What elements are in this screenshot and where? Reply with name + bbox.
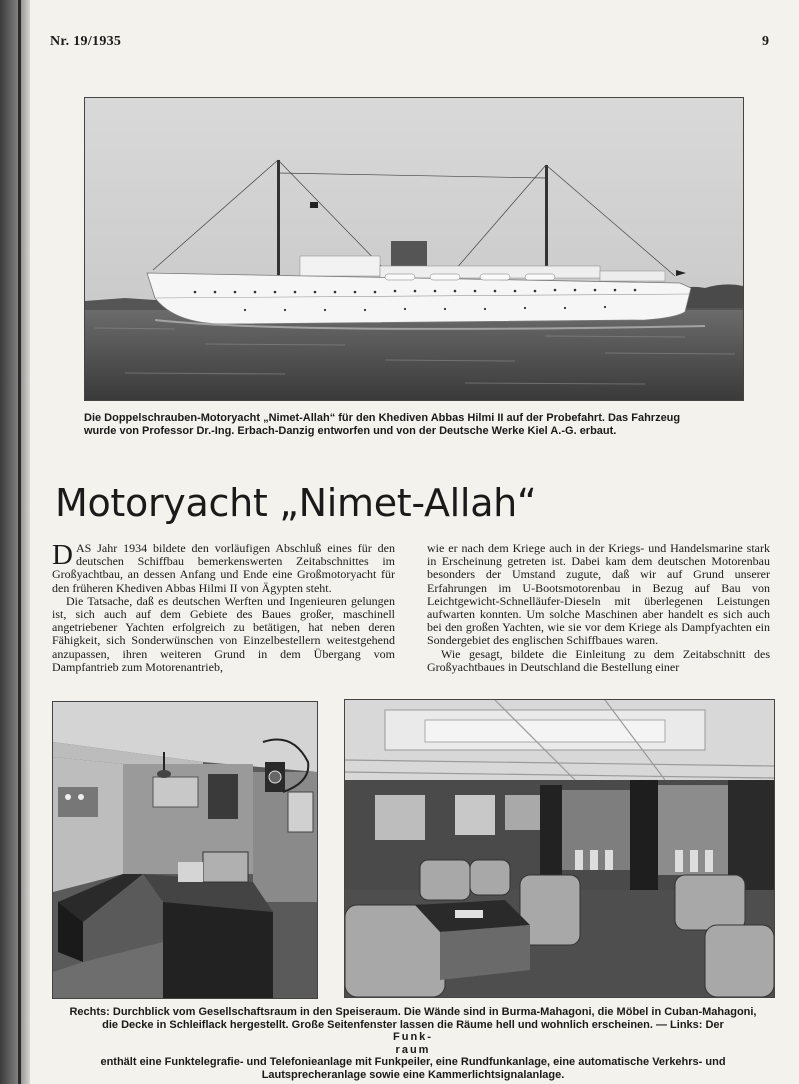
- caption-line: Die Doppelschrauben-Motoryacht „Nimet-Allah“ für den Khediven Abbas Hilmi II auf der Probefahrt. Das Fahrzeug: [84, 412, 681, 424]
- paragraph: Die Tatsache, daß es deutschen Werften und Ingenieuren gelungen ist, sich auch auf dem Gebiete des Baues großer, maschinell angetriebener Yachten erfolgreich zu betätigen, hat neben deren Fähigkeit, sich Sonderwünschen von Einzelbestellern weitestgehend anzupassen, ihren weiteren Grund in dem Übergang vom Dampfantrieb zum Motorenantrieb,: [52, 593, 395, 674]
- article-title: Motoryacht „Nimet-Allah“: [55, 481, 537, 525]
- caption-line: wurde von Professor Dr.-Ing. Erbach-Danzig entworfen und von der Deutsche Werke Kiel A.-G. erbaut.: [84, 425, 617, 437]
- paragraph-text: AS Jahr 1934 bildete den vorläufigen Abschluß eines für den deutschen Schiffbau bemerkenswerten Zeitabschnittes im Großyachtbau, an dessen Anfang und Ende eine Großmotoryacht für den früheren Khediven Abbas Hilmi II von Ägypten steht.: [52, 541, 395, 595]
- caption-line: Rechts: Durchblick vom Gesellschaftsraum in den Speiseraum. Die Wände sind in Burma-Mahagoni, die Möbel in Cuban-Mahagoni,: [69, 1006, 757, 1018]
- yacht-photo-caption: [84, 412, 744, 438]
- radio-room-photo: [52, 701, 318, 999]
- caption-spaced-text: Funk-: [393, 1031, 433, 1043]
- issue-number: Nr. 19/1935: [50, 34, 122, 49]
- paragraph: [52, 539, 395, 595]
- caption-text: enthält eine Funktelegrafie- und Telefonieanlage mit Funkpeiler, eine Rundfunkanlage, eine automatische Verkehrs- und: [100, 1056, 726, 1068]
- page-edge: [18, 0, 21, 1084]
- book-spine: [0, 0, 30, 1084]
- interior-photos-caption: [52, 1006, 774, 1081]
- caption-line: [52, 1019, 774, 1044]
- article-column-2: [427, 542, 770, 674]
- page-number: 9: [762, 34, 769, 49]
- caption-line: [52, 1044, 774, 1069]
- article-column-1: [52, 539, 395, 674]
- caption-spaced-text: raum: [395, 1043, 431, 1056]
- paragraph: Wie gesagt, bildete die Einleitung zu dem Zeitabschnitt des Großyachtbaues in Deutschland die Bestellung einer: [427, 646, 770, 674]
- caption-line: Lautsprecheranlage sowie eine Kammerlichtsignalanlage.: [261, 1068, 565, 1081]
- paragraph: wie er nach dem Kriege auch in der Kriegs- und Handelsmarine stark in Erscheinung getreten ist. Dabei kam dem deutschen Motorenbau besonders der Umstand zugute, daß wir auf Grund unserer Erfahrungen im U-Bootsmotorenbau in Bezug auf Bau von Leichtgewicht-Schnelläufer-Dieseln mit überlegenen Leistungen aufwarten konnten. Um solche Maschinen aber handelt es sich auch bei den großen Yachten, wie sie vor dem Kriege als Dampfyachten ein Sondergebiet des englischen Schiffbaues waren.: [427, 541, 770, 648]
- caption-text: die Decke in Schleiflack hergestellt. Große Seitenfenster lassen die Räume hell und wohnlich erscheinen. — Links: Der: [102, 1018, 724, 1031]
- lounge-photo: [344, 699, 775, 998]
- yacht-photo: [84, 97, 744, 401]
- drop-cap: D: [52, 539, 73, 571]
